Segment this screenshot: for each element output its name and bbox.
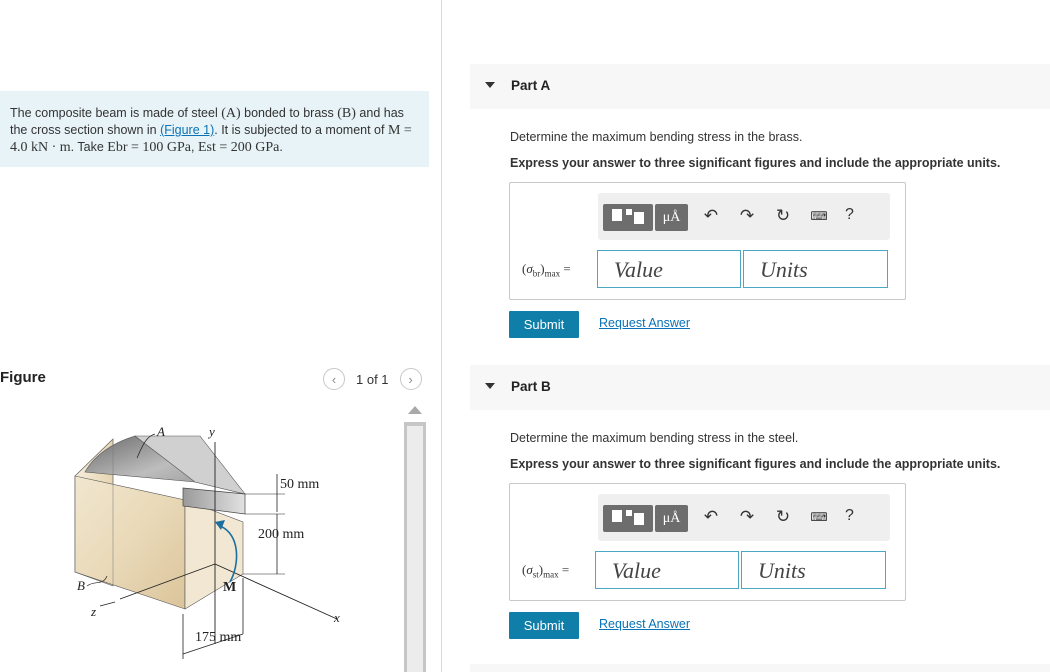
problem-text: The composite beam is made of steel bbox=[10, 106, 222, 120]
units-input[interactable]: Units bbox=[743, 250, 888, 288]
request-answer-link[interactable]: Request Answer bbox=[599, 617, 691, 631]
value-input[interactable]: Value bbox=[595, 551, 739, 589]
prev-figure-button[interactable] bbox=[323, 368, 345, 390]
submit-button[interactable]: Submit bbox=[509, 612, 579, 639]
problem-statement bbox=[0, 91, 429, 167]
next-figure-button[interactable] bbox=[400, 368, 422, 390]
steel-symbol: (A) bbox=[221, 106, 241, 121]
part-b-question: Determine the maximum bending stress in the steel. bbox=[510, 431, 799, 445]
problem-text: . bbox=[279, 140, 283, 154]
request-answer-link[interactable]: Request Answer bbox=[599, 316, 691, 330]
chevron-right-icon: › bbox=[408, 371, 413, 387]
panel-divider bbox=[441, 0, 442, 672]
label-y: y bbox=[209, 424, 215, 439]
math-toolbar bbox=[598, 193, 890, 240]
part-a-header[interactable] bbox=[470, 64, 1050, 109]
label-z: z bbox=[91, 604, 97, 619]
scroll-thumb[interactable] bbox=[407, 426, 423, 672]
part-b-answer-box bbox=[509, 483, 906, 601]
dim-200mm: 200 mm bbox=[258, 527, 305, 542]
templates-icon[interactable] bbox=[603, 204, 653, 231]
label-m: M bbox=[223, 580, 237, 595]
templates-icon[interactable] bbox=[603, 505, 653, 532]
beam-figure bbox=[55, 414, 385, 672]
brass-symbol: (B) bbox=[337, 106, 356, 121]
problem-text: bonded to brass bbox=[240, 106, 338, 120]
collapse-triangle-icon bbox=[485, 383, 495, 389]
problem-text: . It is subjected to a moment of bbox=[214, 123, 388, 137]
value-input[interactable]: Value bbox=[597, 250, 741, 288]
part-a-instruction: Express your answer to three significant figures and include the appropriate units. bbox=[510, 156, 1001, 170]
figure-scrollbar[interactable] bbox=[404, 406, 426, 672]
dim-175mm: 175 mm bbox=[195, 630, 242, 645]
problem-text: , bbox=[191, 140, 198, 154]
redo-icon[interactable]: ↷ bbox=[739, 507, 755, 526]
moment-value: M = 4.0 kN · m bbox=[10, 123, 412, 155]
chevron-left-icon: ‹ bbox=[331, 371, 337, 387]
left-panel bbox=[0, 0, 441, 672]
beam-diagram bbox=[55, 414, 385, 672]
pager-count: 1 of 1 bbox=[356, 371, 389, 387]
label-a: A bbox=[157, 424, 165, 439]
help-icon[interactable]: ? bbox=[845, 507, 854, 524]
help-icon[interactable]: ? bbox=[845, 206, 854, 223]
figure-pager bbox=[323, 366, 422, 392]
figure-header bbox=[0, 366, 441, 394]
figure-title: Figure bbox=[0, 369, 46, 386]
figure-link[interactable]: (Figure 1) bbox=[160, 123, 215, 137]
stress-label: $(\sigma_{st})_{max}$ = bbox=[522, 562, 570, 580]
redo-icon[interactable]: ↷ bbox=[739, 206, 755, 225]
stress-label: $(\sigma_{br})_{max}$ = bbox=[522, 261, 571, 279]
steel-modulus: Est = 200 GPa bbox=[197, 140, 280, 155]
next-part-header bbox=[470, 664, 1050, 672]
part-a-answer-box bbox=[509, 182, 906, 300]
units-icon[interactable]: μÅ bbox=[655, 204, 688, 231]
dim-50mm: 50 mm bbox=[280, 477, 320, 492]
keyboard-icon[interactable]: ⌨ bbox=[810, 209, 828, 223]
scroll-up-icon[interactable] bbox=[408, 406, 422, 414]
units-input[interactable]: Units bbox=[741, 551, 886, 589]
units-icon[interactable]: μÅ bbox=[655, 505, 688, 532]
reset-icon[interactable]: ↻ bbox=[775, 507, 791, 526]
undo-icon[interactable]: ↶ bbox=[703, 507, 719, 526]
problem-text: and has the cross section shown in bbox=[10, 106, 404, 137]
undo-icon[interactable]: ↶ bbox=[703, 206, 719, 225]
keyboard-icon[interactable]: ⌨ bbox=[810, 510, 828, 524]
problem-text: . Take bbox=[70, 140, 108, 154]
part-a-title: Part A bbox=[511, 78, 551, 93]
part-b-instruction: Express your answer to three significant figures and include the appropriate units. bbox=[510, 457, 1001, 471]
collapse-triangle-icon bbox=[485, 82, 495, 88]
part-a-question: Determine the maximum bending stress in the brass. bbox=[510, 130, 803, 144]
submit-button[interactable]: Submit bbox=[509, 311, 579, 338]
reset-icon[interactable]: ↻ bbox=[775, 206, 791, 225]
math-toolbar bbox=[598, 494, 890, 541]
label-x: x bbox=[334, 610, 340, 625]
label-b: B bbox=[77, 578, 85, 593]
part-b-title: Part B bbox=[511, 379, 551, 394]
part-b-header[interactable] bbox=[470, 365, 1050, 410]
brass-modulus: Ebr = 100 GPa bbox=[107, 140, 192, 155]
